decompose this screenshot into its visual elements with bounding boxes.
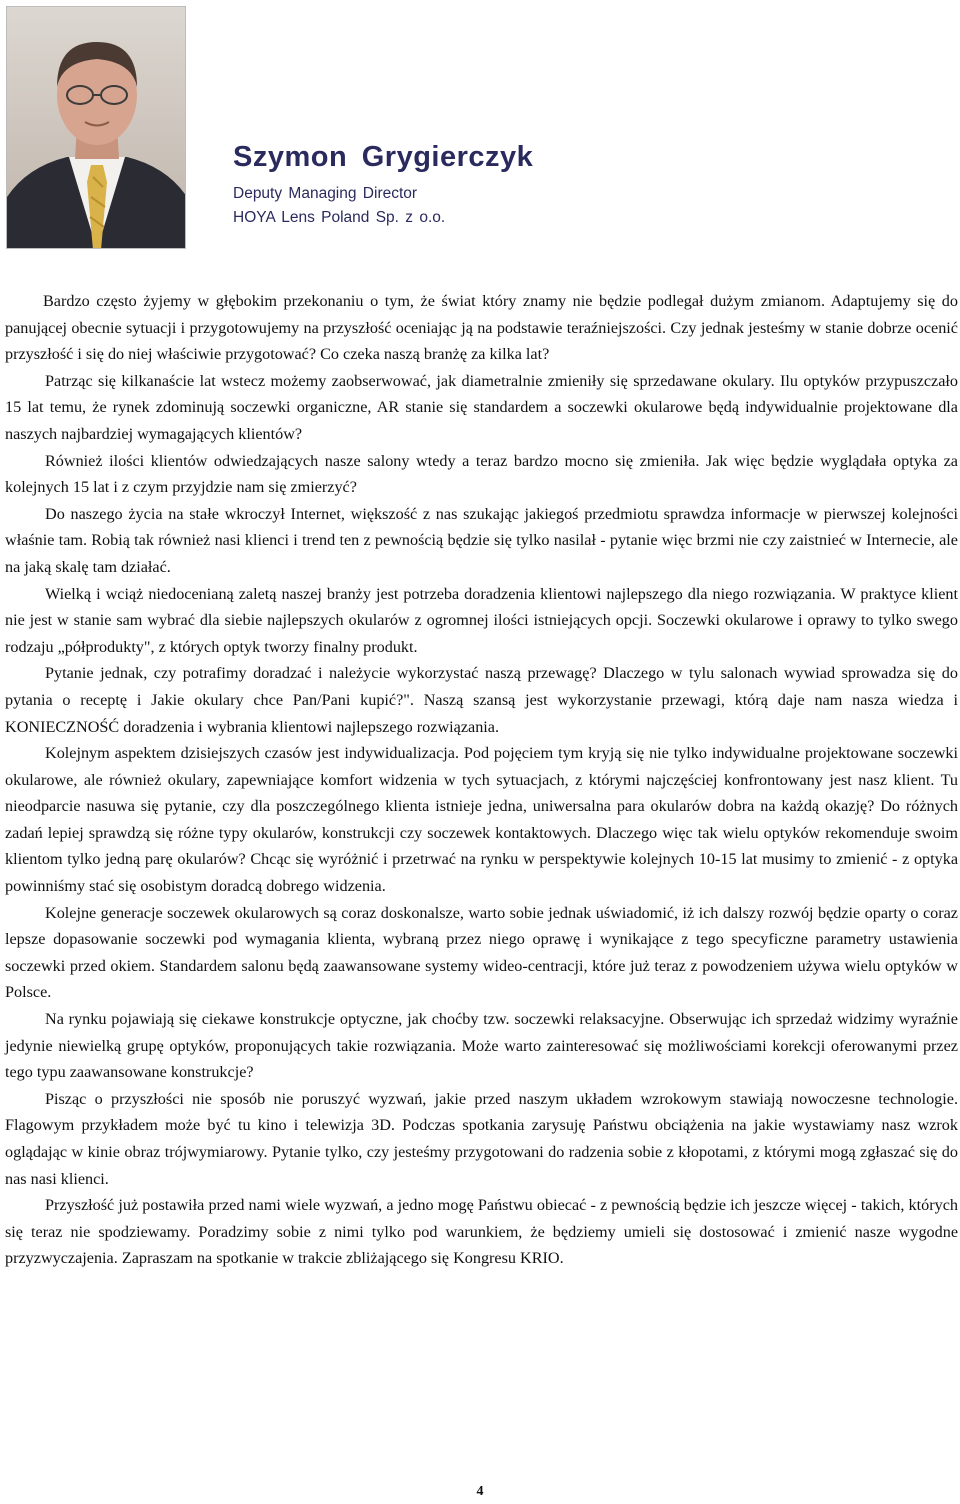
- author-role: Deputy Managing Director: [233, 185, 418, 202]
- article-paragraph: Przyszłość już postawiła przed nami wiele wyzwań, a jedno mogę Państwu obiecać - z pewnością będzie ich jeszcze więcej - takich, których się teraz nie spodziewamy. Poradzimy sobie z nimi tylko pod warunkiem, że będziemy umieli się dostosować i zmienić nasze wygodne przyzwyczajenia. Zapraszam na spotkanie w trakcie zbliżającego się Kongresu KRIO.: [5, 1196, 958, 1268]
- article-paragraph: Pytanie jednak, czy potrafimy doradzać i należycie wykorzystać naszą przewagę? Dlaczego w tylu salonach wywiad sprowadza się do pytania o receptę i Jakie okulary chce Pan/Pani kupić?". Naszą szansą jest wykorzystanie przewagi, którą daje nam nasza wiedza i KONIECZNOŚĆ doradzenia i wybrania klientowi najlepszego rozwiązania.: [5, 664, 958, 736]
- author-name: Szymon Grygierczyk: [233, 141, 534, 173]
- article-paragraph: Do naszego życia na stałe wkroczył Internet, większość z nas szukając jakiegoś przedmiotu sprawdza informacje w pierwszej kolejności właśnie tam. Robią tak również nasi klienci i trend ten z pewnością będzie się tylko nasilał - pytanie więc brzmi nie czy zaistnieć w Internecie, ale na jaką skalę tam działać.: [5, 504, 958, 576]
- article-paragraph: Kolejnym aspektem dzisiejszych czasów jest indywidualizacja. Pod pojęciem tym kryją się nie tylko indywidualne projektowane soczewki okularowe, ale również okulary, zapewniające komfort widzenia w tych sytuacjach, z którymi najczęściej konfrontowany jest nasz klient. Tu nieodparcie nasuwa się pytanie, czy dla poszczególnego klienta istnieje jedna, uniwersalna para okularów dobra na każdą okazję? Do różnych zadań lepiej sprawdzą się różne typy okularów, konstrukcji czy soczewek kontaktowych. Dlaczego więc tak wielu optyków rekomenduje swoim klientom tylko jedną parę okularów? Chcąc się wyróżnić i przetrwać na rynku w perspektywie kolejnych 10-15 lat musimy to zmienić - z optyka powinniśmy stać się osobistym doradcą dobrego widzenia.: [5, 744, 958, 896]
- article-paragraph: Wielką i wciąż niedocenianą zaletą naszej branży jest potrzeba doradzenia klientowi najlepszego dla niego rozwiązania. W praktyce klient nie jest w stanie sam wybrać dla siebie najlepszych okularów z ogromnej ilości istniejących opcji. Soczewki okularowe i oprawy to tylko swego rodzaju „półprodukty", z których optyk tworzy finalny produkt.: [5, 584, 958, 656]
- page-number: 4: [476, 1484, 484, 1499]
- article-paragraph: Na rynku pojawiają się ciekawe konstrukcje optyczne, jak choćby tzw. soczewki relaksacyjne. Obserwując ich sprzedaż widzimy wyraźnie jedynie niewielką grupę optyków, proponujących takie rozwiązania. Może warto zainteresować się możliwościami korekcji oferowanymi przez tego typu zaawansowane konstrukcje?: [5, 1010, 958, 1082]
- article-body: [5, 288, 958, 1272]
- article-paragraph: Bardzo często żyjemy w głębokim przekonaniu o tym, że świat który znamy nie będzie podlegał dużym zmianom. Adaptujemy się do panującej obecnie sytuacji i przygotowujemy na przyszłość oceniając ją na podstawie teraźniejszości. Czy jednak jesteśmy w stanie dobrze ocenić przyszłość i się do niej właściwie przygotować? Co czeka naszą branżę za kilka lat?: [5, 292, 958, 364]
- article-paragraph: Również ilości klientów odwiedzających nasze salony wtedy a teraz bardzo mocno się zmieniła. Jak więc będzie wyglądała optyka za kolejnych 15 lat i z czym przyjdzie nam się zmierzyć?: [5, 451, 958, 497]
- author-photo: [6, 6, 186, 249]
- article-paragraph: Pisząc o przyszłości nie sposób nie poruszyć wyzwań, jakie przed naszym układem wzrokowym stawiają nowoczesne technologie. Flagowym przykładem może być tu kino i telewizja 3D. Podczas spotkania zarysuję Państwu obciążenia na jakie wystawiamy nasz wzrok oglądając w kinie obraz trójwymiarowy. Pytanie tylko, czy jesteśmy przygotowani do radzenia sobie z kłopotami, z którymi mogą zgłaszać się do nas nasi klienci.: [5, 1089, 958, 1188]
- author-company: HOYA Lens Poland Sp. z o.o.: [233, 209, 446, 226]
- author-header: [233, 140, 533, 230]
- article-paragraph: Patrząc się kilkanaście lat wstecz możemy zaobserwować, jak diametralnie zmieniły się sprzedawane okulary. Ilu optyków przypuszczało 15 lat temu, że rynek zdominują soczewki organiczne, AR stanie się standardem a soczewki okularowe będą indywidualnie projektowane dla naszych najbardziej wymagających klientów?: [5, 371, 958, 443]
- article-paragraph: Kolejne generacje soczewek okularowych są coraz doskonalsze, warto sobie jednak uświadomić, iż ich dalszy rozwój będzie oparty o coraz lepsze dopasowanie soczewki pod wymagania klienta, wybraną przez niego oprawę i wynikające z tego specyficzne parametry ustawienia soczewki przed okiem. Standardem salonu będą zaawansowane systemy wideo-centracji, które już teraz z powodzeniem używa wielu optyków w Polsce.: [5, 903, 958, 1002]
- portrait-photo-icon: [7, 7, 186, 249]
